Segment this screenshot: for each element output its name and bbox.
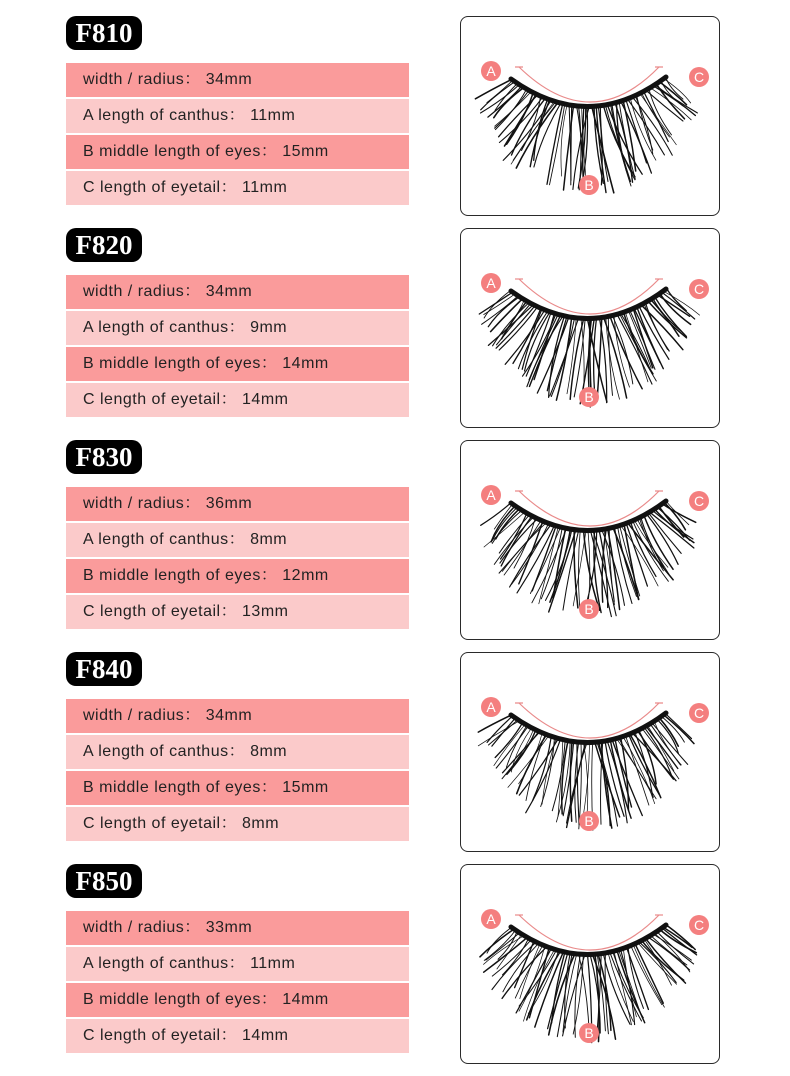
spec-value: 11mm — [250, 107, 296, 124]
spec-separator: ： — [260, 991, 283, 1008]
marker-c-label: C — [693, 705, 705, 721]
marker-b-label: B — [584, 1025, 594, 1041]
spec-row — [66, 347, 409, 381]
spec-table — [66, 63, 409, 205]
lash-hair — [502, 300, 524, 334]
spec-separator: ： — [184, 71, 206, 88]
lash-hair — [484, 930, 515, 960]
eyelash-illustration — [461, 653, 720, 852]
lash-hair — [629, 734, 660, 794]
marker-a-label: A — [486, 275, 496, 291]
spec-label: B middle length of eyes — [83, 355, 261, 372]
lash-hair — [550, 104, 565, 185]
spec-label: width / radius — [83, 283, 185, 300]
spec-label: width / radius — [83, 919, 185, 936]
marker-c-label: C — [693, 69, 705, 85]
spec-row — [66, 947, 409, 981]
lash-hair — [633, 945, 664, 1008]
eyelash-photo — [460, 228, 720, 428]
spec-label: B middle length of eyes — [83, 779, 261, 796]
lash-hair — [479, 292, 512, 314]
product-f820 — [0, 228, 790, 440]
spec-value: 11mm — [250, 955, 296, 972]
lash-hair — [637, 519, 669, 574]
spec-row — [66, 1019, 409, 1053]
eyelash-photo — [460, 440, 720, 640]
spec-separator: ： — [228, 743, 251, 760]
spec-row — [66, 771, 409, 805]
spec-label: C length of eyetail — [83, 815, 221, 832]
spec-label: A length of canthus — [83, 955, 229, 972]
spec-separator: ： — [184, 495, 206, 512]
spec-value: 8mm — [250, 531, 288, 548]
lash-hair — [639, 306, 669, 359]
spec-row — [66, 523, 409, 557]
spec-row — [66, 135, 409, 169]
spec-value: 34mm — [205, 707, 253, 724]
marker-b-label: B — [584, 601, 594, 617]
spec-row — [66, 171, 409, 205]
spec-table — [66, 487, 409, 629]
marker-a-label: A — [486, 699, 496, 715]
marker-b-label: B — [584, 177, 594, 193]
spec-label: A length of canthus — [83, 531, 229, 548]
spec-label: B middle length of eyes — [83, 991, 261, 1008]
marker-a-label: A — [486, 911, 496, 927]
spec-value: 9mm — [250, 319, 288, 336]
spec-separator: ： — [184, 283, 206, 300]
product-f850 — [0, 864, 790, 1076]
spec-separator: ： — [184, 707, 206, 724]
lash-hair — [563, 742, 574, 816]
marker-c-label: C — [693, 493, 705, 509]
lash-hair — [610, 952, 642, 1021]
eyelash-illustration — [461, 441, 720, 640]
spec-value: 33mm — [205, 919, 253, 936]
spec-row — [66, 311, 409, 345]
spec-separator: ： — [220, 391, 243, 408]
spec-row — [66, 559, 409, 593]
lash-hair — [656, 84, 684, 119]
marker-c-label: C — [693, 917, 705, 933]
spec-row — [66, 63, 409, 97]
lash-hair — [620, 526, 640, 596]
marker-b-label: B — [584, 389, 594, 405]
spec-separator: ： — [228, 955, 251, 972]
marker-a-label: A — [486, 63, 496, 79]
lash-hair — [564, 106, 574, 190]
lash-hair — [635, 944, 663, 1004]
spec-value: 14mm — [242, 391, 289, 408]
spec-label: width / radius — [83, 71, 185, 88]
lash-hair — [659, 718, 678, 746]
eyelash-photo — [460, 864, 720, 1064]
spec-separator: ： — [220, 815, 243, 832]
spec-table — [66, 699, 409, 841]
spec-value: 15mm — [282, 143, 329, 160]
spec-label: width / radius — [83, 495, 185, 512]
spec-separator: ： — [220, 179, 243, 196]
spec-label: width / radius — [83, 707, 185, 724]
spec-table — [66, 911, 409, 1053]
lash-hair — [625, 312, 648, 382]
spec-label: A length of canthus — [83, 107, 229, 124]
lash-hair — [575, 954, 580, 1037]
spec-separator: ： — [260, 779, 283, 796]
spec-table — [66, 275, 409, 417]
spec-value: 36mm — [205, 495, 253, 512]
spec-value: 34mm — [205, 71, 253, 88]
spec-row — [66, 383, 409, 417]
spec-label: A length of canthus — [83, 319, 229, 336]
lash-hair — [502, 947, 547, 999]
lash-hair — [631, 946, 662, 1005]
spec-label: A length of canthus — [83, 743, 229, 760]
spec-value: 8mm — [242, 815, 280, 832]
spec-row — [66, 735, 409, 769]
lash-hair — [632, 97, 672, 155]
spec-value: 15mm — [282, 779, 329, 796]
spec-separator: ： — [220, 603, 243, 620]
spec-separator: ： — [260, 567, 283, 584]
spec-row — [66, 99, 409, 133]
spec-row — [66, 595, 409, 629]
lash-hair — [597, 318, 602, 402]
spec-value: 14mm — [242, 1027, 289, 1044]
spec-label: C length of eyetail — [83, 179, 221, 196]
product-f840 — [0, 652, 790, 864]
spec-value: 8mm — [250, 743, 288, 760]
spec-row — [66, 487, 409, 521]
product-code-badge: F850 — [66, 864, 142, 898]
lash-hair — [663, 927, 692, 947]
lash-hair — [526, 739, 561, 813]
product-code-badge: F820 — [66, 228, 142, 262]
marker-c-label: C — [693, 281, 705, 297]
lash-hair — [499, 95, 538, 137]
spec-row — [66, 699, 409, 733]
lash-hair — [547, 104, 563, 185]
spec-value: 34mm — [205, 283, 253, 300]
lash-hair — [532, 526, 556, 591]
product-code-badge: F830 — [66, 440, 142, 474]
spec-value: 12mm — [282, 567, 329, 584]
product-f830 — [0, 440, 790, 652]
eyelash-illustration — [461, 229, 720, 428]
product-f810 — [0, 16, 790, 228]
spec-separator: ： — [228, 107, 251, 124]
spec-row — [66, 911, 409, 945]
lash-hair — [481, 503, 511, 526]
spec-separator: ： — [184, 919, 206, 936]
spec-row — [66, 807, 409, 841]
spec-label: C length of eyetail — [83, 1027, 221, 1044]
eyelash-illustration — [461, 865, 720, 1064]
spec-separator: ： — [220, 1027, 243, 1044]
spec-value: 14mm — [282, 355, 329, 372]
spec-row — [66, 983, 409, 1017]
eyelash-illustration — [461, 17, 720, 216]
spec-row — [66, 275, 409, 309]
marker-a-label: A — [486, 487, 496, 503]
product-code-badge: F840 — [66, 652, 142, 686]
spec-value: 14mm — [282, 991, 329, 1008]
spec-separator: ： — [260, 355, 283, 372]
spec-separator: ： — [260, 143, 283, 160]
spec-separator: ： — [228, 531, 251, 548]
lash-hair — [594, 530, 601, 612]
spec-label: B middle length of eyes — [83, 143, 261, 160]
lash-hair — [478, 721, 519, 746]
lash-hair — [608, 316, 612, 395]
spec-separator: ： — [228, 319, 251, 336]
product-code-badge: F810 — [66, 16, 142, 50]
spec-value: 11mm — [242, 179, 288, 196]
spec-label: C length of eyetail — [83, 391, 221, 408]
spec-label: B middle length of eyes — [83, 567, 261, 584]
marker-b-label: B — [584, 813, 594, 829]
eyelash-photo — [460, 652, 720, 852]
spec-label: C length of eyetail — [83, 603, 221, 620]
eyelash-photo — [460, 16, 720, 216]
lash-hair — [488, 86, 522, 117]
spec-value: 13mm — [242, 603, 289, 620]
